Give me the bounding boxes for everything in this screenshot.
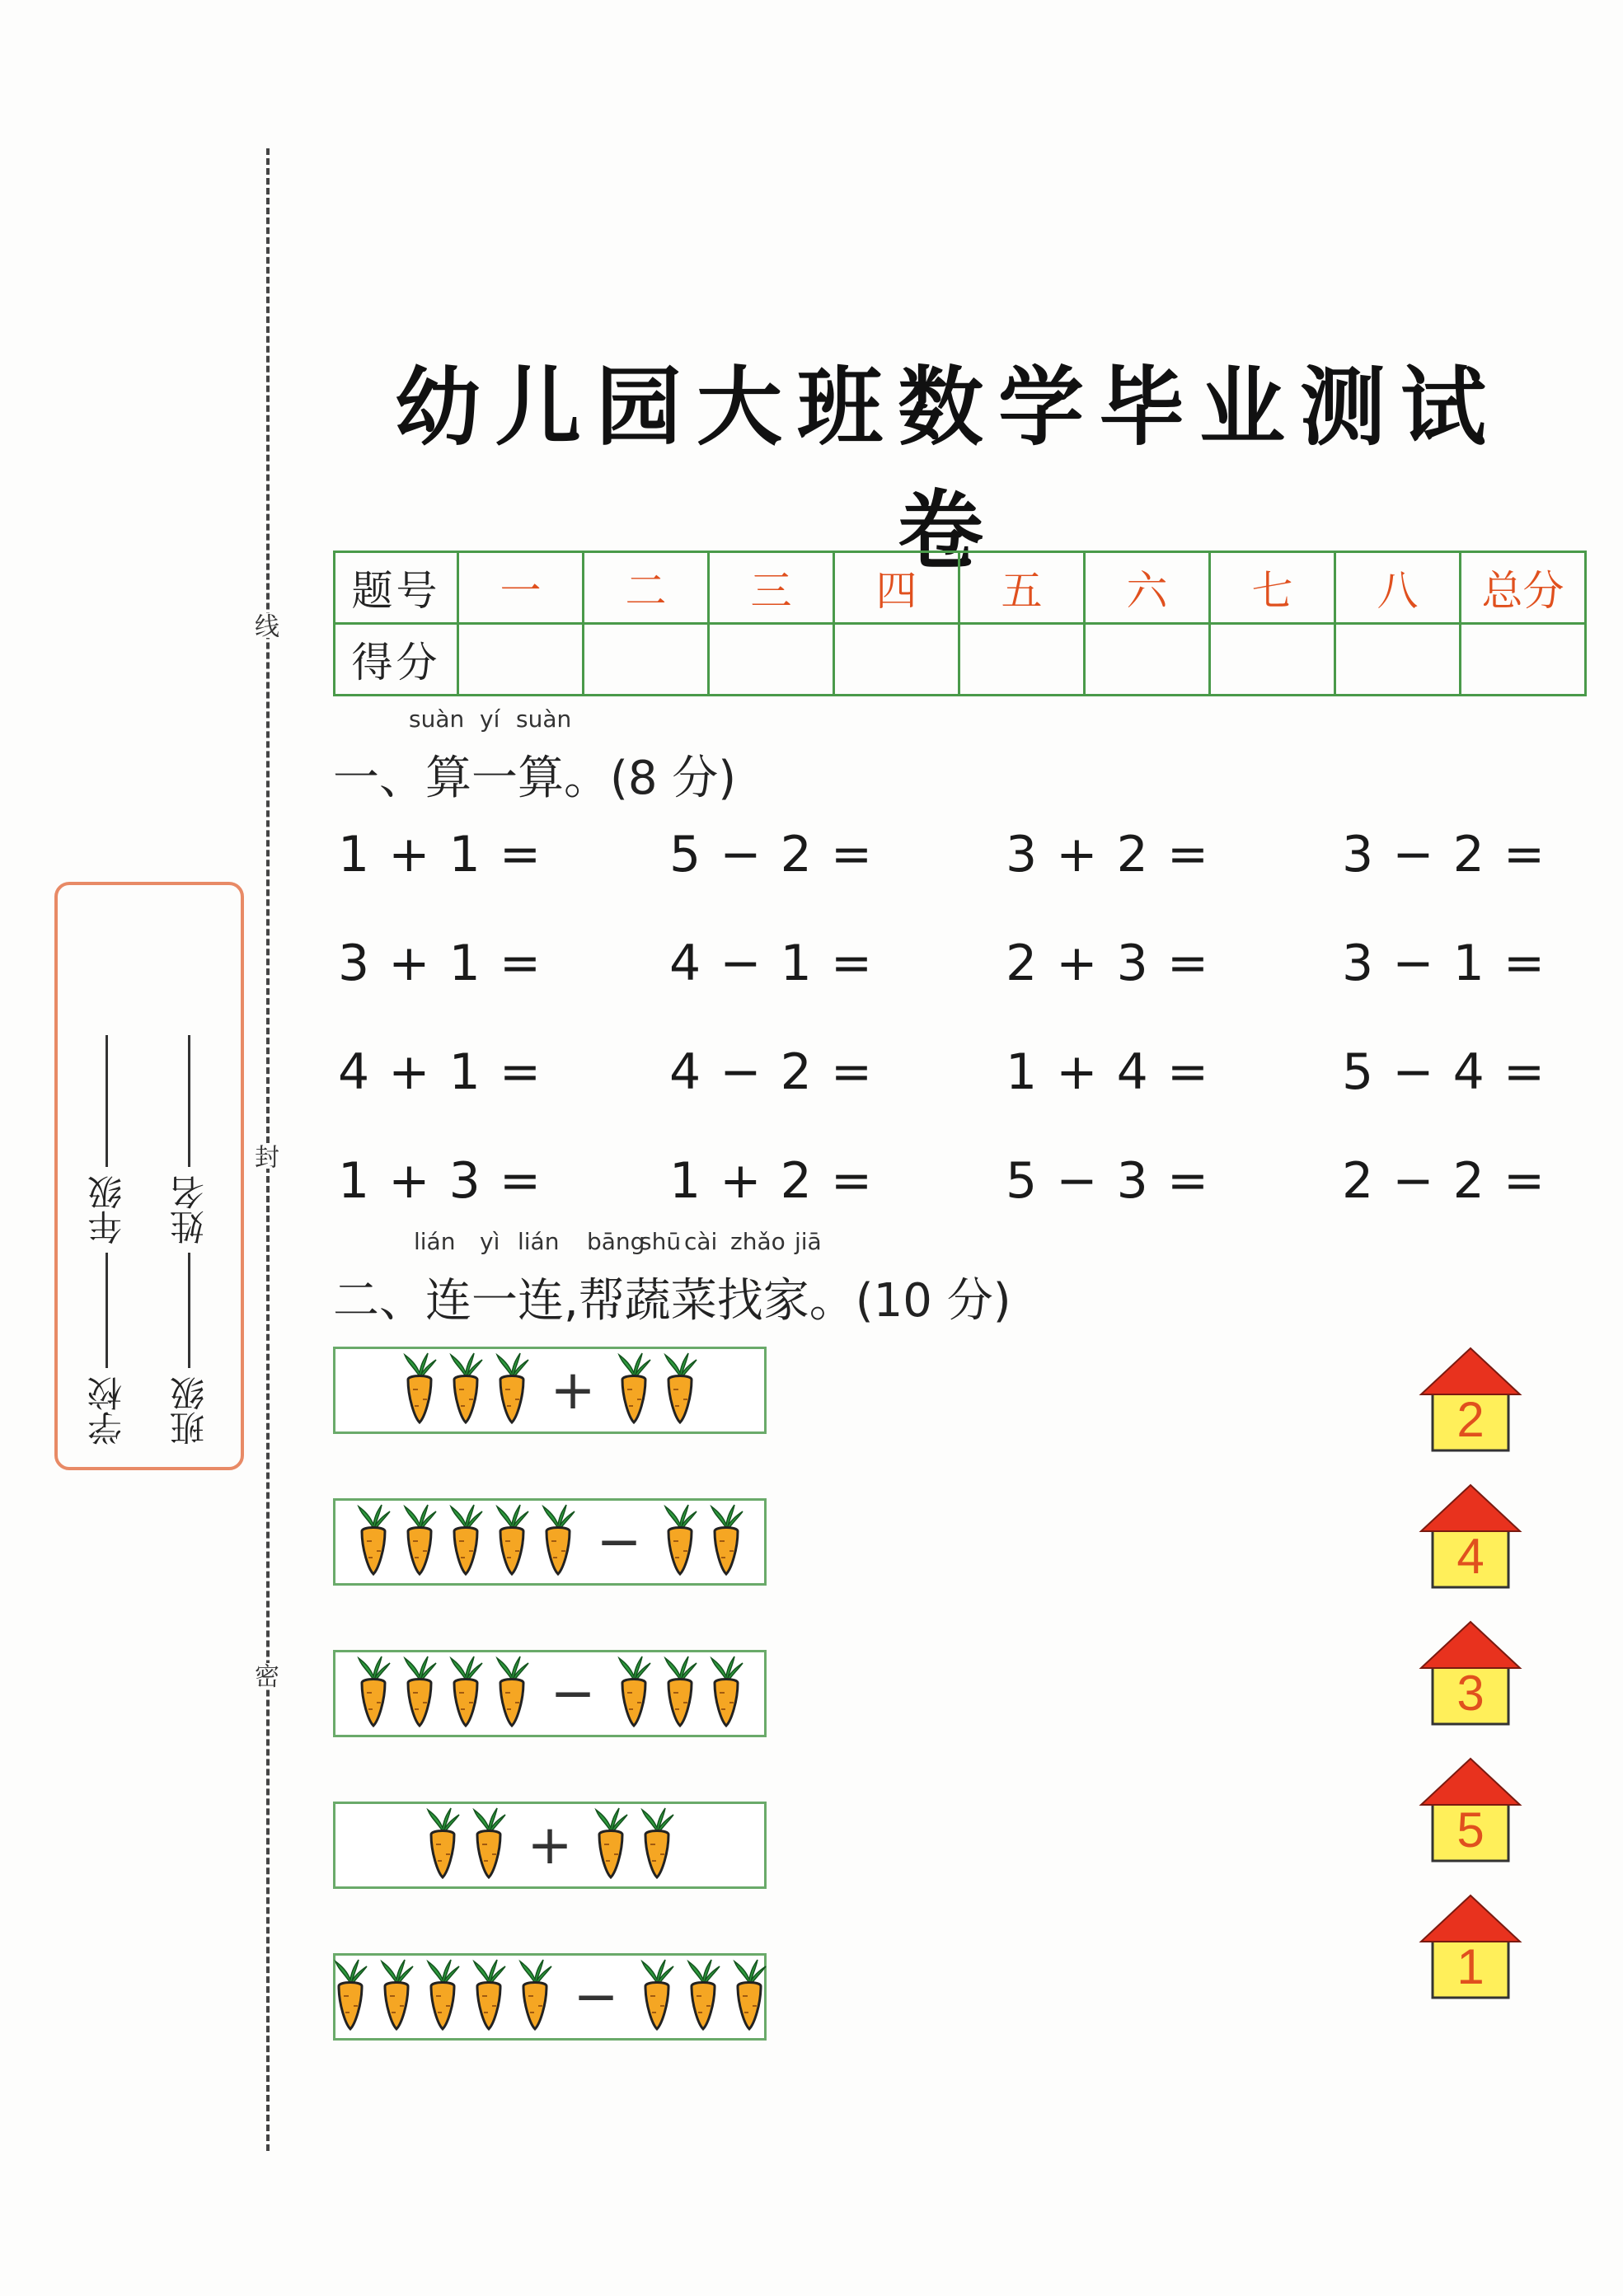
carrot-icon — [706, 1503, 746, 1581]
equation[interactable]: 1 + 2 = — [669, 1152, 875, 1210]
pinyin-shu: shū — [640, 1228, 682, 1255]
house-number: 4 — [1456, 1529, 1485, 1584]
carrot-icon — [446, 1352, 485, 1429]
number-house[interactable] — [1418, 1482, 1523, 1591]
score-col-4: 四 — [834, 552, 959, 624]
carrot-icon — [446, 1503, 485, 1581]
carrot-icon — [446, 1655, 485, 1732]
score-cell[interactable] — [709, 624, 834, 696]
score-cell[interactable] — [1335, 624, 1461, 696]
section2-heading-wrap — [333, 1228, 1011, 1330]
equation[interactable]: 3 + 1 = — [338, 935, 543, 992]
score-col-2: 二 — [584, 552, 709, 624]
info-column-left — [82, 902, 132, 1446]
info-column-right — [165, 902, 214, 1446]
pinyin-bang: bāng — [587, 1228, 645, 1255]
carrot-icon — [423, 1806, 462, 1884]
score-col-total: 总分 — [1461, 552, 1586, 624]
carrot-icon — [515, 1958, 555, 2036]
carrot-icon — [683, 1958, 723, 2036]
equation[interactable]: 3 − 1 = — [1342, 935, 1547, 992]
carrot-icon — [400, 1352, 439, 1429]
carrot-icon — [423, 1958, 462, 2036]
carrot-expression-box[interactable] — [333, 1953, 767, 2041]
score-label: 得分 — [335, 624, 458, 696]
carrot-icon — [637, 1958, 677, 2036]
question-number-label: 题号 — [335, 552, 458, 624]
pinyin-jia: jiā — [795, 1228, 822, 1255]
carrot-icon — [660, 1655, 700, 1732]
equation[interactable]: 4 − 1 = — [669, 935, 875, 992]
score-table — [333, 551, 1587, 696]
house-number: 1 — [1456, 1939, 1485, 1994]
score-cell[interactable] — [834, 624, 959, 696]
house-number: 5 — [1456, 1802, 1485, 1858]
carrot-icon — [492, 1503, 532, 1581]
grade-label: 年级 — [87, 1175, 127, 1244]
operator: − — [596, 1510, 642, 1573]
number-house[interactable] — [1418, 1755, 1523, 1864]
equation[interactable]: 4 − 2 = — [669, 1043, 875, 1101]
carrot-expression-box[interactable] — [333, 1498, 767, 1586]
section2-heading: 二、连一连,帮蔬菜找家。(10 分) — [333, 1274, 1011, 1328]
carrot-expression-box[interactable] — [333, 1347, 767, 1434]
name-field[interactable] — [189, 1035, 191, 1167]
carrot-icon — [492, 1655, 532, 1732]
carrot-icon — [660, 1503, 700, 1581]
school-label: 学校 — [87, 1376, 127, 1446]
equation[interactable]: 5 − 2 = — [669, 826, 875, 883]
student-info-box — [54, 882, 244, 1470]
equation[interactable]: 4 + 1 = — [338, 1043, 543, 1101]
class-field[interactable] — [189, 1253, 191, 1368]
carrot-icon — [637, 1806, 677, 1884]
pinyin-1: suàn — [409, 705, 465, 733]
cut-label-feng: 封 — [252, 1144, 282, 1169]
score-col-6: 六 — [1085, 552, 1210, 624]
carrot-icon — [492, 1352, 532, 1429]
pinyin-zhao: zhǎo — [730, 1228, 786, 1255]
equation[interactable]: 1 + 3 = — [338, 1152, 543, 1210]
pinyin-lian1: lián — [414, 1228, 456, 1255]
carrot-icon — [614, 1655, 654, 1732]
carrot-icon — [377, 1958, 416, 2036]
pinyin-2: yí — [480, 705, 500, 733]
operator: − — [550, 1661, 596, 1725]
score-cell[interactable] — [1461, 624, 1586, 696]
carrot-expression-box[interactable] — [333, 1650, 767, 1737]
class-label: 班级 — [169, 1376, 209, 1446]
carrot-icon — [331, 1958, 370, 2036]
score-cell[interactable] — [959, 624, 1085, 696]
score-col-5: 五 — [959, 552, 1085, 624]
carrot-icon — [706, 1655, 746, 1732]
score-cell[interactable] — [1085, 624, 1210, 696]
page-title: 幼儿园大班数学毕业测试卷 — [394, 356, 1501, 581]
carrot-icon — [400, 1655, 439, 1732]
pinyin-lian2: lián — [518, 1228, 560, 1255]
carrot-expression-box[interactable] — [333, 1802, 767, 1889]
equation[interactable]: 5 − 3 = — [1006, 1152, 1211, 1210]
score-cell[interactable] — [584, 624, 709, 696]
carrot-icon — [614, 1352, 654, 1429]
score-col-8: 八 — [1335, 552, 1461, 624]
score-col-3: 三 — [709, 552, 834, 624]
carrot-icon — [538, 1503, 578, 1581]
score-cell[interactable] — [458, 624, 584, 696]
score-value-row — [335, 624, 1586, 696]
section1-heading: 一、算一算。(8 分) — [333, 752, 737, 805]
carrot-icon — [354, 1655, 393, 1732]
carrot-icon — [469, 1806, 509, 1884]
cut-label-xian: 线 — [252, 613, 282, 638]
number-house[interactable] — [1418, 1345, 1523, 1454]
operator: + — [550, 1358, 596, 1422]
score-header-row — [335, 552, 1586, 624]
equation[interactable]: 2 − 2 = — [1342, 1152, 1547, 1210]
equation[interactable]: 5 − 4 = — [1342, 1043, 1547, 1101]
equation[interactable]: 1 + 4 = — [1006, 1043, 1211, 1101]
number-house[interactable] — [1418, 1892, 1523, 2001]
pinyin-cai: cài — [684, 1228, 718, 1255]
house-number: 3 — [1456, 1666, 1485, 1721]
grade-field[interactable] — [106, 1035, 109, 1167]
score-cell[interactable] — [1210, 624, 1335, 696]
carrot-icon — [729, 1958, 769, 2036]
name-label: 姓名 — [169, 1175, 209, 1244]
operator: + — [527, 1813, 573, 1877]
carrot-icon — [469, 1958, 509, 2036]
equation[interactable]: 2 + 3 = — [1006, 935, 1211, 992]
carrot-icon — [591, 1806, 631, 1884]
equation[interactable]: 1 + 1 = — [338, 826, 543, 883]
school-field[interactable] — [106, 1253, 109, 1368]
score-col-1: 一 — [458, 552, 584, 624]
equation[interactable]: 3 − 2 = — [1342, 826, 1547, 883]
score-col-7: 七 — [1210, 552, 1335, 624]
carrot-icon — [354, 1503, 393, 1581]
cut-label-mi: 密 — [252, 1663, 282, 1688]
pinyin-3: suàn — [516, 705, 572, 733]
carrot-icon — [400, 1503, 439, 1581]
carrot-icon — [660, 1352, 700, 1429]
operator: − — [573, 1965, 619, 2028]
section1-heading-wrap — [333, 705, 737, 808]
pinyin-yi: yì — [480, 1228, 500, 1255]
number-house[interactable] — [1418, 1619, 1523, 1727]
equation[interactable]: 3 + 2 = — [1006, 826, 1211, 883]
house-number: 2 — [1456, 1392, 1485, 1447]
